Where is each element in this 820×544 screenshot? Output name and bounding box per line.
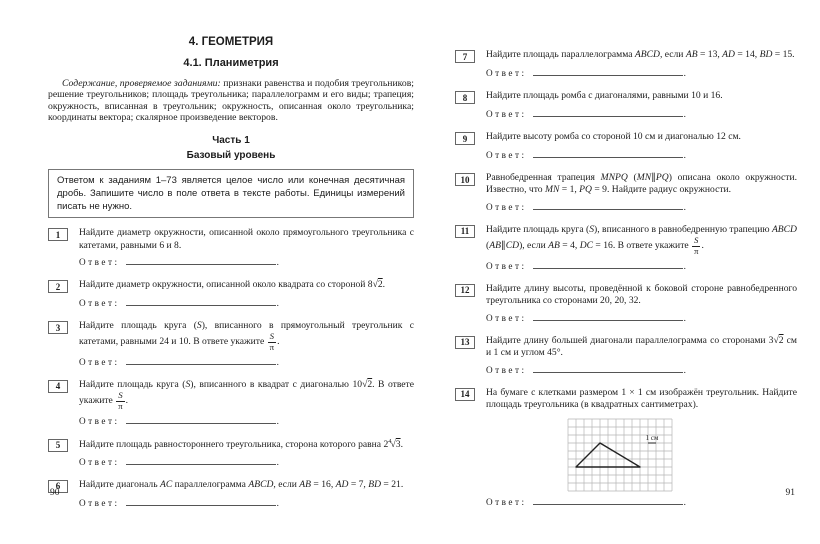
answer-blank[interactable] [533,312,683,321]
answer-row [486,67,797,78]
problem-head [48,438,414,452]
answer-terminator: . [276,298,279,309]
answer-terminator: . [683,150,686,160]
answer-label: Ответ: [486,68,527,78]
problem-head [455,49,797,63]
problems-left [48,227,414,508]
intro-body: признаки равенства и подобия треугольников; решение треугольников; площадь треугольника; параллелограмм и его виды; трапеция; окружность, вписанная в треугольник; окружность, описанная около треугольника; координаты вектора; скалярное произведение векторов. [48,78,414,124]
answer-blank[interactable] [533,108,683,117]
answer-label: Ответ: [79,298,120,309]
problem-number: 3 [48,321,68,334]
problem-text: Найдите длину большей диагонали параллелограмма со сторонами 3√2 см и 1 см и углом 45°. [486,334,797,359]
answer-terminator: . [276,257,279,268]
problem-head [455,283,797,308]
answer-terminator: . [276,497,279,508]
problem-5 [48,438,414,467]
notice-box: Ответом к заданиям 1–73 является целое число или конечная десятичная дробь. Запишите число в поле ответа в тексте работы. Единицы измерений писать не нужно. [48,169,414,218]
problem-head [48,279,414,293]
answer-terminator: . [276,415,279,426]
problem-text: Найдите площадь параллелограмма ABCD, если AB = 13, AD = 14, BD = 15. [486,49,795,60]
scale-label: 1 см [645,433,659,442]
answer-terminator: . [683,201,686,212]
answer-blank[interactable] [126,415,276,424]
answer-blank[interactable] [126,256,276,265]
problem-number: 9 [455,132,475,145]
problem-text: Найдите диаметр окружности, описанной около прямоугольного треугольника с катетами, равными 6 и 8. [79,227,414,251]
answer-terminator: . [683,260,686,271]
problem-text: Найдите площадь круга (S), вписанного в прямоугольный треугольник с катетами, равными 24 и 10. В ответе укажите $\frac{S}{\pi}$ . [79,320,414,352]
problem-text: Найдите диаметр окружности, описанной около квадрата со стороной 8√2. [79,279,386,291]
answer-label: Ответ: [486,260,527,271]
problem-text: Найдите площадь ромба с диагоналями, равными 10 и 16. [486,90,723,101]
section-title: 4.1. Планиметрия [183,57,279,69]
answer-terminator: . [276,456,279,467]
problem-text: Найдите площадь круга (S), вписанного в равнобедренную трапецию ABCD (AB∥CD), если AB = 4, DC = 16. В ответе укажите $\frac{S}{\pi}$ . [486,223,797,256]
answer-blank[interactable] [126,356,276,365]
page-number-right: 91 [785,488,795,498]
problem-number: 7 [455,50,475,63]
problem-number: 12 [455,284,475,297]
answer-terminator: . [683,312,686,323]
answer-label: Ответ: [486,150,527,160]
problem-text: Найдите площадь круга (S), вписанного в квадрат с диагональю 10√2. В ответе укажите $\frac{S}{\pi}$ . [79,378,415,411]
answer-label: Ответ: [486,312,527,323]
problem-11 [455,224,797,271]
problem-7 [455,49,797,78]
page-right [455,0,797,544]
problem-number: 10 [455,173,475,186]
answer-blank[interactable] [533,67,683,76]
answer-row [486,201,797,212]
answer-blank[interactable] [126,456,276,465]
problem-4 [48,379,414,426]
problem-2 [48,279,414,308]
page-left [48,0,414,544]
problem-8 [455,90,797,119]
answer-row [486,149,797,160]
problem-text: Равнобедренная трапеция MNPQ (MN∥PQ) описана около окружности. Известно, что MN = 1, PQ = 9. Найдите радиус окружности. [486,172,797,196]
problem-text: Найдите высоту ромба со стороной 10 см и диагональю 12 см. [486,131,741,142]
problem-number: 1 [48,228,68,241]
problem-head [48,320,414,352]
problem-text: Найдите диагональ AC параллелограмма ABCD, если AB = 16, AD = 7, BD = 21. [79,478,404,490]
problem-number: 13 [455,336,475,349]
answer-terminator: . [683,109,686,119]
problem-text: Найдите длину высоты, проведённой к боковой стороне равнобедренного треугольника со сторонами 20, 20, 32. [486,282,797,307]
problem-head [455,224,797,256]
level-heading: Базовый уровень [186,149,276,161]
problem-text: На бумаге с клетками размером 1 × 1 см изображён треугольник. Найдите площадь треугольника (в квадратных сантиметрах). [486,386,797,411]
problem-head [48,379,414,411]
problem-head [455,131,797,145]
problem-head [455,90,797,104]
problems-right [455,49,797,507]
problem-number: 6 [48,480,68,493]
part-heading: Часть 1 [212,134,250,146]
answer-row [486,108,797,119]
answer-label: Ответ: [486,109,527,119]
answer-terminator: . [683,364,686,375]
answer-blank[interactable] [533,260,683,269]
problem-head [455,335,797,360]
problem-1 [48,227,414,267]
answer-blank[interactable] [126,297,276,306]
answer-label: Ответ: [79,356,120,367]
answer-label: Ответ: [486,201,527,212]
problem-9 [455,131,797,160]
answer-row [79,497,414,508]
answer-row [486,364,797,375]
answer-row [79,256,414,267]
answer-row [79,415,414,426]
grid-figure-svg [567,418,673,492]
answer-label: Ответ: [486,496,527,507]
problem-text: Найдите площадь равностороннего треугольника, сторона которого равна $2^4√3$. [79,437,403,451]
problem-head [455,172,797,197]
answer-row [79,456,414,467]
problem-12 [455,283,797,323]
answer-terminator: . [276,356,279,367]
problem-10 [455,172,797,212]
answer-row [79,356,414,367]
problem-number: 5 [48,439,68,452]
problem-head [455,387,797,412]
answer-row [486,260,797,271]
answer-label: Ответ: [79,257,120,268]
answer-blank[interactable] [533,201,683,210]
answer-terminator: . [683,68,686,78]
answer-blank[interactable] [533,149,683,158]
problem-head [48,479,414,493]
answer-row [486,312,797,323]
answer-row [486,496,797,507]
intro-lead: Содержание, проверяемое заданиями: [62,78,221,89]
problem-number: 8 [455,91,475,104]
grid-triangle-figure [567,418,797,492]
problem-number: 4 [48,380,68,393]
answer-terminator: . [683,496,686,507]
page-number-left: 90 [50,488,60,498]
answer-label: Ответ: [79,415,120,426]
problem-3 [48,320,414,367]
answer-label: Ответ: [79,456,120,467]
problem-6 [48,479,414,508]
answer-label: Ответ: [79,497,120,508]
answer-blank[interactable] [126,497,276,506]
problem-number: 14 [455,388,475,401]
problem-number: 2 [48,280,68,293]
answer-label: Ответ: [486,364,527,375]
answer-row [79,297,414,308]
intro-paragraph [48,78,414,124]
problem-13 [455,335,797,375]
problem-head [48,227,414,252]
chapter-title: 4. ГЕОМЕТРИЯ [188,36,274,48]
problem-14 [455,387,797,507]
problem-number: 11 [455,225,475,238]
answer-blank[interactable] [533,496,683,505]
answer-blank[interactable] [533,364,683,373]
